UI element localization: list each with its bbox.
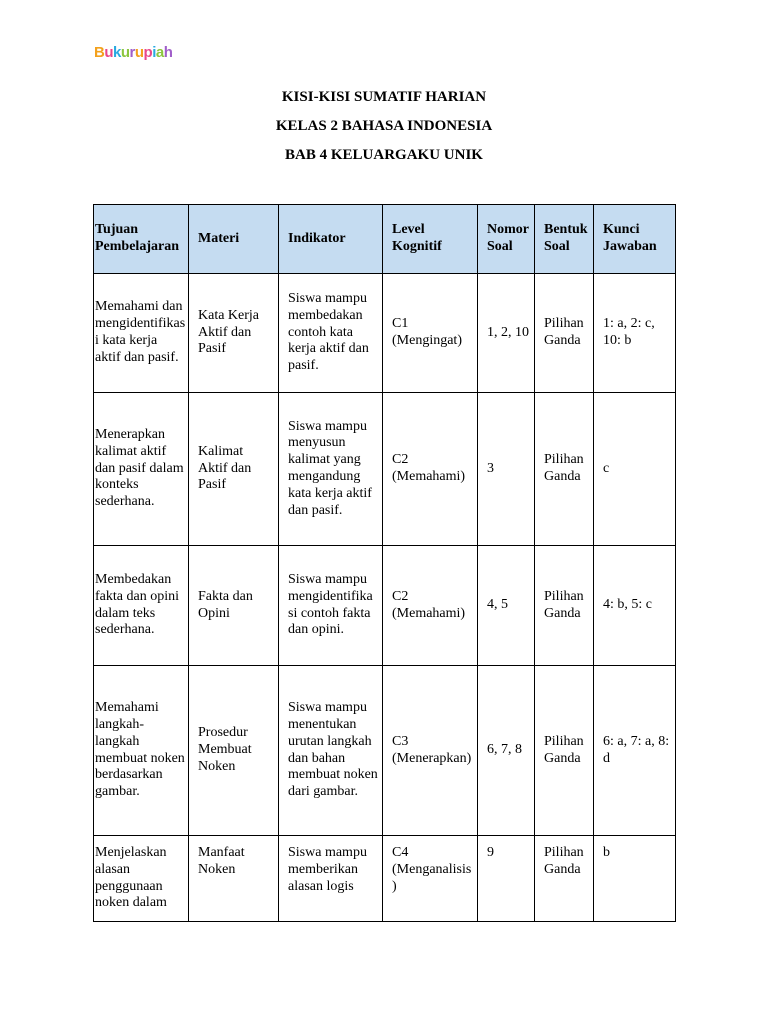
- header-indikator: Indikator: [279, 205, 383, 274]
- cell-bentuk: Pilihan Ganda: [535, 546, 594, 666]
- cell-level: C2 (Memahami): [383, 546, 478, 666]
- cell-materi: Kata Kerja Aktif dan Pasif: [189, 274, 279, 393]
- cell-bentuk: Pilihan Ganda: [535, 274, 594, 393]
- header-tujuan-pembelajaran: Tujuan Pembelajaran: [94, 205, 189, 274]
- cell-tujuan: Memahami langkah-langkah membuat noken berdasarkan gambar.: [94, 666, 189, 836]
- cell-materi: Fakta dan Opini: [189, 546, 279, 666]
- table-row: [94, 836, 676, 922]
- cell-kunci: 1: a, 2: c, 10: b: [594, 274, 676, 393]
- header-level-kognitif: Level Kognitif: [383, 205, 478, 274]
- header-materi: Materi: [189, 205, 279, 274]
- cell-materi: Manfaat Noken: [189, 836, 279, 922]
- document-title-line-1: KISI-KISI SUMATIF HARIAN: [281, 89, 487, 105]
- cell-indikator: Siswa mampu menentukan urutan langkah dan bahan membuat noken dari gambar.: [279, 666, 383, 836]
- table-header-row: [94, 205, 676, 274]
- cell-indikator: Siswa mampu mengidentifikasi contoh fakta dan opini.: [279, 546, 383, 666]
- document-title-line-2: KELAS 2 BAHASA INDONESIA: [275, 118, 493, 134]
- cell-tujuan: Menerapkan kalimat aktif dan pasif dalam konteks sederhana.: [94, 393, 189, 546]
- cell-bentuk: Pilihan Ganda: [535, 393, 594, 546]
- header-bentuk-soal: Bentuk Soal: [535, 205, 594, 274]
- cell-indikator: Siswa mampu menyusun kalimat yang mengandung kata kerja aktif dan pasif.: [279, 393, 383, 546]
- cell-nomor: 1, 2, 10: [478, 274, 535, 393]
- cell-bentuk: Pilihan Ganda: [535, 666, 594, 836]
- header-nomor-soal: Nomor Soal: [478, 205, 535, 274]
- cell-kunci: c: [594, 393, 676, 546]
- table-row: [94, 393, 676, 546]
- kisi-kisi-table: [93, 204, 676, 922]
- cell-kunci: 6: a, 7: a, 8: d: [594, 666, 676, 836]
- table-row: [94, 666, 676, 836]
- cell-nomor: 4, 5: [478, 546, 535, 666]
- cell-bentuk: Pilihan Ganda: [535, 836, 594, 922]
- cell-level: C2 (Memahami): [383, 393, 478, 546]
- cell-level: C4 (Menganalisis): [383, 836, 478, 922]
- document-title-line-3: BAB 4 KELUARGAKU UNIK: [285, 147, 483, 163]
- cell-materi: Kalimat Aktif dan Pasif: [189, 393, 279, 546]
- cell-level: C3 (Menerapkan): [383, 666, 478, 836]
- cell-nomor: 3: [478, 393, 535, 546]
- cell-tujuan: Membedakan fakta dan opini dalam teks sederhana.: [94, 546, 189, 666]
- cell-nomor: 6, 7, 8: [478, 666, 535, 836]
- cell-level: C1 (Mengingat): [383, 274, 478, 393]
- header-kunci-jawaban: Kunci Jawaban: [594, 205, 676, 274]
- bukurupiah-logo: Bukurupiah: [94, 44, 173, 61]
- cell-kunci: 4: b, 5: c: [594, 546, 676, 666]
- cell-indikator: Siswa mampu membedakan contoh kata kerja aktif dan pasif.: [279, 274, 383, 393]
- cell-nomor: 9: [478, 836, 535, 922]
- cell-indikator: Siswa mampu memberikan alasan logis: [279, 836, 383, 922]
- cell-kunci: b: [594, 836, 676, 922]
- cell-materi: Prosedur Membuat Noken: [189, 666, 279, 836]
- cell-tujuan: Menjelaskan alasan penggunaan noken dalam: [94, 836, 189, 922]
- table-row: [94, 274, 676, 393]
- cell-tujuan: Memahami dan mengidentifikasi kata kerja aktif dan pasif.: [94, 274, 189, 393]
- table-row: [94, 546, 676, 666]
